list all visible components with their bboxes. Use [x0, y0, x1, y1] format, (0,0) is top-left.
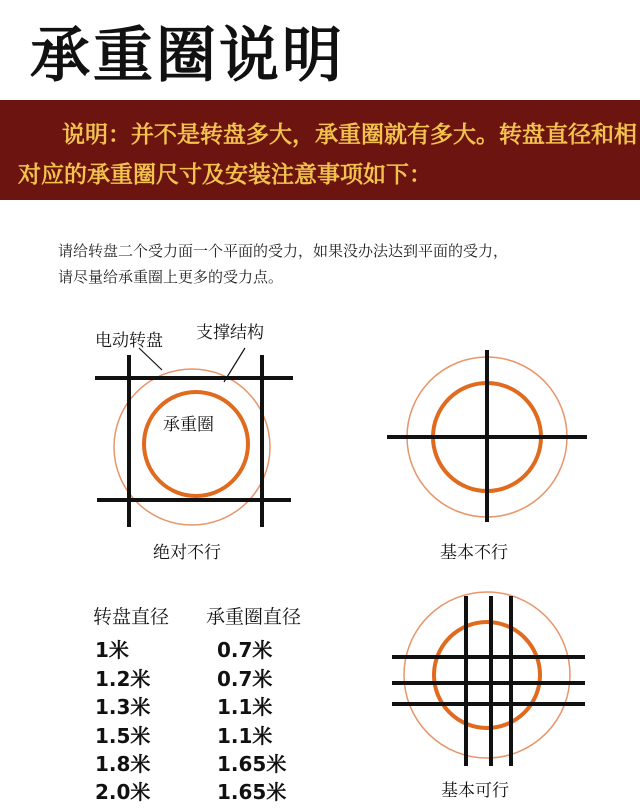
row-1-ring: 0.7米 [217, 638, 273, 662]
page-title: 承重圈说明 [30, 21, 345, 91]
intro-line-1: 请给转盘二个受力面一个平面的受力，如果没办法达到平面的受力， [58, 242, 509, 260]
pointer-turntable [139, 348, 162, 370]
row-4-turntable: 1.5米 [95, 724, 151, 748]
diagram-basically-ok [392, 592, 585, 801]
diagram-basically-not [387, 350, 587, 563]
caption-basically-ok: 基本可行 [441, 781, 509, 801]
caption-absolutely-not: 绝对不行 [153, 543, 221, 563]
row-2-ring: 0.7米 [217, 667, 273, 691]
row-5-turntable: 1.8米 [95, 752, 151, 776]
label-support: 支撑结构 [196, 323, 264, 343]
intro-line-2: 请尽量给承重圈上更多的受力点。 [58, 268, 284, 286]
row-1-turntable: 1米 [95, 638, 129, 662]
bearing-ring [434, 622, 540, 728]
row-4-ring: 1.1米 [217, 724, 273, 748]
row-3-turntable: 1.3米 [95, 695, 151, 719]
banner-line-1: 说明：并不是转盘多大，承重圈就有多大。转盘直径和相 [62, 122, 637, 148]
row-6-ring: 1.65米 [217, 780, 287, 804]
row-5-ring: 1.65米 [217, 752, 287, 776]
header-ring-diameter: 承重圈直径 [206, 606, 302, 628]
turntable-outer-ring [404, 592, 570, 758]
label-turntable: 电动转盘 [95, 331, 163, 351]
row-2-turntable: 1.2米 [95, 667, 151, 691]
label-ring: 承重圈 [163, 415, 214, 435]
banner-line-2: 对应的承重圈尺寸及安装注意事项如下： [18, 162, 432, 188]
row-3-ring: 1.1米 [217, 695, 273, 719]
row-6-turntable: 2.0米 [95, 780, 151, 804]
bearing-ring [144, 392, 248, 496]
header-turntable-diameter: 转盘直径 [93, 606, 170, 628]
diagram-absolutely-not [95, 323, 293, 563]
caption-basically-not: 基本不行 [440, 543, 508, 563]
